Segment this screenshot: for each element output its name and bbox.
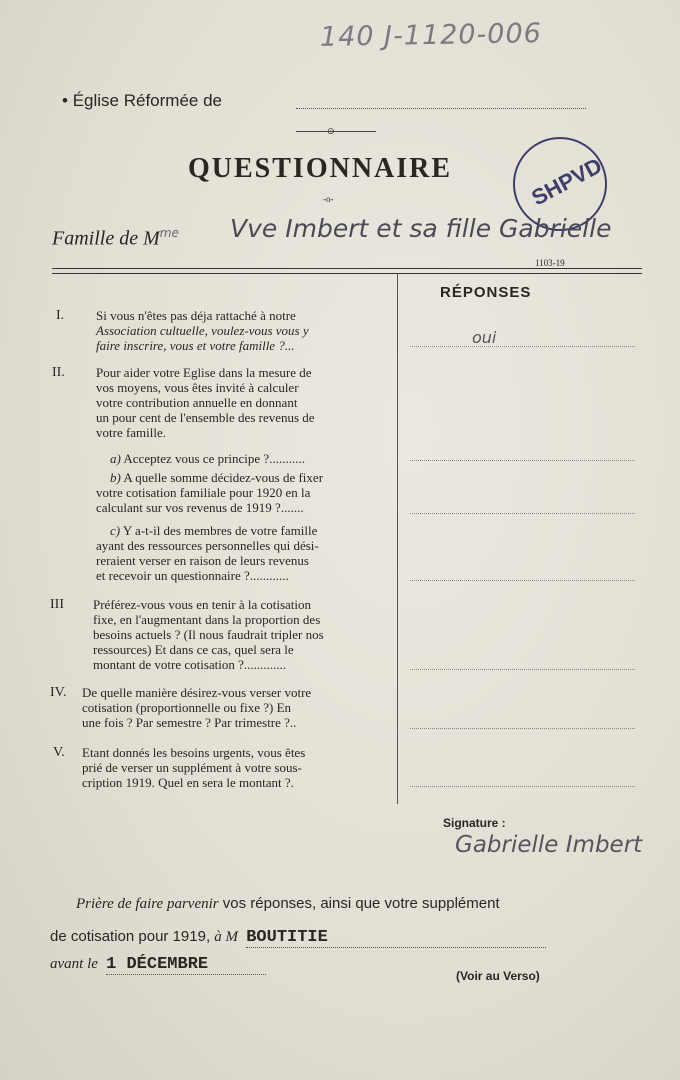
question-text: Etant donnés les besoins urgents, vous êtes prié de verser un supplément à votre sous- cription 1919. Quel en sera le montant ?. (82, 745, 306, 790)
answer-line[interactable] (410, 580, 635, 581)
answer-1-handwritten: oui (472, 328, 497, 347)
footer-line-1: Prière de faire parvenir vos réponses, ainsi que votre supplément (76, 895, 500, 912)
voir-au-verso: (Voir au Verso) (456, 969, 540, 983)
footer-line-2: de cotisation pour 1919, à M BOUTITIE (50, 928, 610, 948)
footer-line-3: avant le 1 DÉCEMBRE (50, 955, 310, 975)
answer-line[interactable] (410, 786, 635, 787)
question-text: c) Y a-t-il des membres de votre famille ayant des ressources personnelles qui dési- reraient verser en raison de leurs revenus et recevoir un questionnaire ?............ (96, 523, 319, 583)
recipient-typed: BOUTITIE (246, 928, 328, 947)
reponses-heading: RÉPONSES (440, 284, 532, 301)
reference-number: 1103-19 (535, 258, 565, 268)
question-number: I. (56, 308, 65, 323)
page-title: QUESTIONNAIRE (188, 153, 453, 184)
question-text: Si vous n'êtes pas déja rattaché à notre Association cultuelle, voulez-vous vous y faire inscrire, vous et votre famille ?... (96, 308, 309, 353)
question-text: Préférez-vous vous en tenir à la cotisation fixe, en l'augmentant dans la proportion des besoins actuels ? (Il nous faudrait tripler nos ressources) Et dans ce cas, quel sera le montant de votre cotisation ?............. (93, 597, 324, 672)
question-text: De quelle manière désirez-vous verser votre cotisation (proportionnelle ou fixe ?) En une fois ? Par semestre ? Par trimestre ?.. (82, 685, 312, 730)
column-divider (397, 274, 398, 804)
question-number: IV. (50, 685, 67, 700)
answer-line[interactable] (410, 669, 635, 670)
question-number: V. (53, 745, 65, 760)
eglise-fill-line (296, 108, 586, 109)
signature-handwritten: Gabrielle Imbert (455, 832, 643, 858)
header-double-rule (52, 268, 642, 274)
question-text: b) A quelle somme décidez-vous de fixer votre cotisation familiale pour 1920 en la calculant sur vos revenus de 1919 ?....... (96, 470, 324, 515)
question-text: Pour aider votre Eglise dans la mesure de vos moyens, vous êtes invité à calculer votre contribution annuelle en donnant un pour cent de l'ensemble des revenus de votre famille. (96, 365, 315, 440)
deadline-typed: 1 DÉCEMBRE (106, 955, 209, 974)
question-number: II. (52, 365, 65, 380)
famille-label: Famille de $M^{me}$ (52, 226, 179, 250)
signature-label: Signature : (443, 816, 506, 830)
shpvd-stamp: SHPVD (513, 137, 607, 231)
title-rule-ornament: ⊙ (327, 126, 335, 136)
archive-number: 140 J-1120-006 (319, 18, 543, 53)
answer-line[interactable] (410, 513, 635, 514)
famille-handwritten: Vve Imbert et sa fille Gabrielle (230, 214, 612, 243)
answer-line[interactable] (410, 728, 635, 729)
answer-line[interactable] (410, 346, 635, 347)
eglise-label: • Église Réformée de (62, 91, 222, 110)
answer-line[interactable] (410, 460, 635, 461)
question-number: III (50, 597, 64, 612)
question-text: a) Acceptez vous ce principe ?........... (110, 451, 305, 466)
title-rule (296, 131, 376, 132)
title-ornament: -o- (323, 194, 334, 204)
